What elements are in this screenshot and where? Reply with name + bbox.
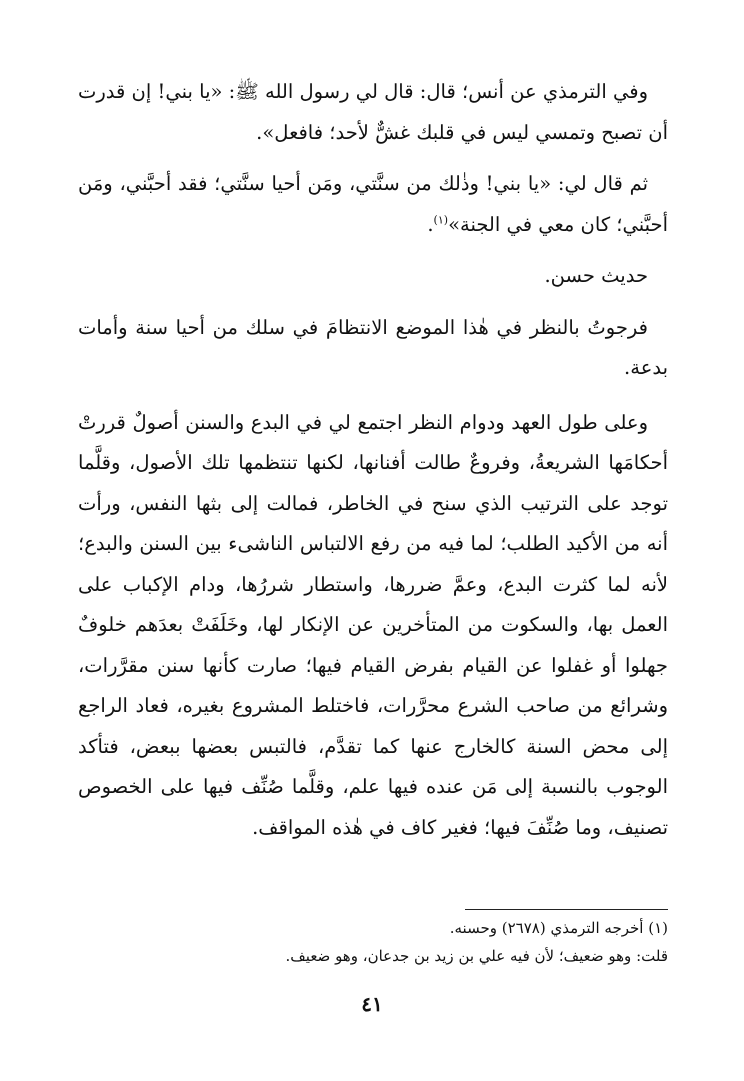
footnote-reference: (١) [433,213,449,226]
paragraph-innovations-discussion: وعلى طول العهد ودوام النظر اجتمع لي في البدع والسنن أصولٌ قررتْ أحكامَها الشريعةُ، وفروعٌ طالت أفنانها، لكنها تنتظمها تلك الأصول، وقلَّما توجد على الترتيب الذي سنح في الخاطر، فمالت إلى بثها النفس، ورأت أنه من الأكيد الطلب؛ لما فيه من رفع الالتباس الناشىء بين السنن والبدع؛ لأنه لما كثرت البدع، وعمَّ ضررها، واستطار شررُها، ودام الإكباب على العمل بها، والسكوت من المتأخرين عن الإنكار لها، وخَلَفَتْ بعدَهم خلوفٌ جهلوا أو غفلوا عن القيام بفرض القيام فيها؛ صارت كأنها سنن مقرَّرات، وشرائع من صاحب الشرع محرَّرات، فاختلط المشروع بغيره، فعاد الراجع إلى محض السنة كالخارج عنها كما تقدَّم، فالتبس بعضها ببعض، فتأكد الوجوب بالنسبة إلى مَن عنده فيها علم، وقلَّما صُنِّف فيها على الخصوص تصنيف، وما صُنِّفَ فيها؛ فغير كاف في هٰذه المواقف. [78,410,668,839]
footnotes [140,914,668,970]
paragraph-hadith-grade: حديث حسن. [544,264,648,287]
hadith-continuation-text: ثم قال لي: «يا بني! وذٰلك من سنَّتي، ومَن أحيا سنَّتي؛ فقد أحبَّني، ومَن أحبَّني؛ كان معي في الجنة» [78,172,668,236]
paragraph-tirmidhi-hadith: وفي الترمذي عن أنس؛ قال: قال لي رسول الله ﷺ: «يا بني! إن قدرت أن تصبح وتمسي ليس في قلبك غشٌّ لأحد؛ فافعل». [78,80,668,144]
footnote-1: (١) أخرجه الترمذي (٢٦٧٨) وحسنه. [449,919,668,937]
paragraph-hadith-continuation: ثم قال لي: «يا بني! وذٰلك من سنَّتي، ومَن أحيا سنَّتي؛ فقد أحبَّني، ومَن أحبَّني؛ كان معي في الجنة»$^{(١)}$. [78,172,668,236]
page-number: ٤١ [361,992,383,1016]
footnote-divider [465,909,668,910]
paragraph-author-hope: فرجوتُ بالنظر في هٰذا الموضع الانتظامَ في سلك من أحيا سنة وأمات بدعة. [78,315,668,379]
main-text [78,72,668,848]
footnote-1-comment: قلت: وهو ضعيف؛ لأن فيه علي بن زيد بن جدعان، وهو ضعيف. [285,947,668,965]
